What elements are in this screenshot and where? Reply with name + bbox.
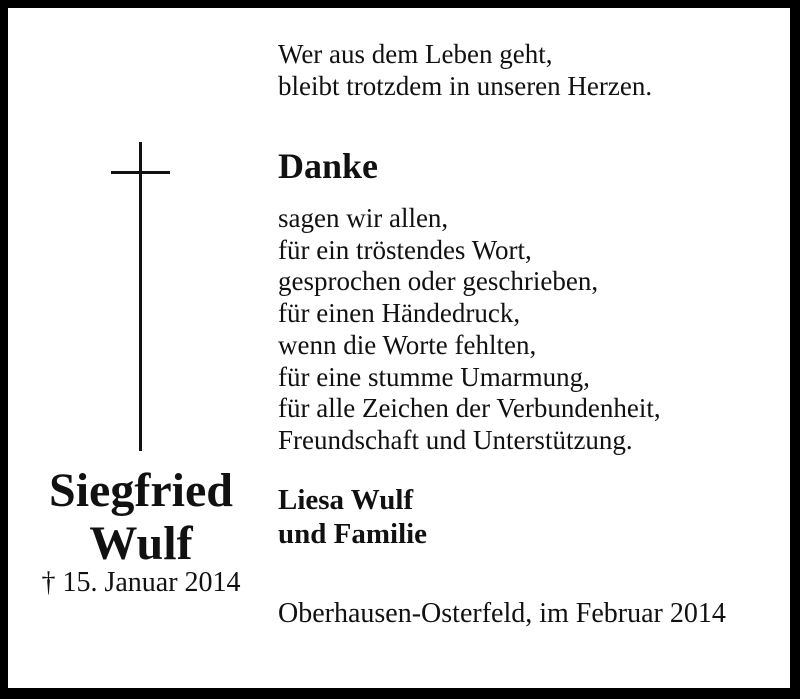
quote-line-2: bleibt trotzdem in unseren Herzen.: [278, 70, 653, 101]
deceased-name-block: [16, 464, 266, 599]
mourner-line-2: und Familie: [278, 518, 428, 550]
body-line: für ein tröstendes Wort,: [278, 234, 532, 265]
body-line: wenn die Worte fehlten,: [278, 329, 537, 360]
thanks-body: [278, 203, 661, 457]
opening-quote: [278, 39, 652, 102]
body-line: gesprochen oder geschrieben,: [278, 266, 599, 297]
mourners-block: [278, 483, 427, 551]
death-date: † 15. Januar 2014: [41, 567, 241, 598]
deceased-name-line-2: Wulf: [89, 517, 193, 570]
cross-vertical-bar: [139, 142, 142, 451]
body-line: sagen wir allen,: [278, 203, 449, 233]
quote-line-1: Wer aus dem Leben geht,: [278, 39, 553, 69]
deceased-name-line-1: Siegfried: [49, 464, 233, 517]
thanks-heading: Danke: [278, 146, 379, 186]
body-line: für alle Zeichen der Verbundenheit,: [278, 393, 661, 424]
body-line: für einen Händedruck,: [278, 298, 521, 329]
cross-horizontal-bar: [111, 171, 170, 174]
body-line: Freundschaft und Unterstützung.: [278, 424, 633, 455]
mourner-line-1: Liesa Wulf: [278, 484, 414, 516]
body-line: für eine stumme Umarmung,: [278, 361, 590, 392]
place-date-line: Oberhausen-Osterfeld, im Februar 2014: [278, 598, 726, 629]
